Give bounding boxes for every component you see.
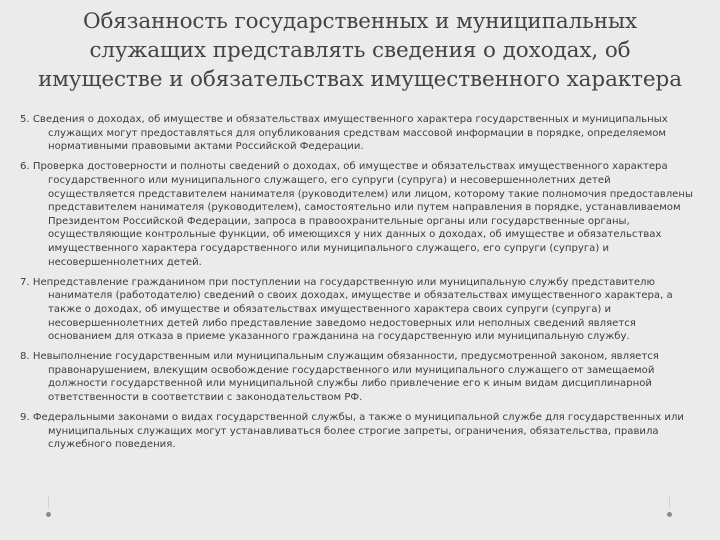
list-item-text: Федеральными законами о видах государственной службы, а также о муниципальной службе для государственных или муниципальных служащих могут устанавливаться более строгие запреты, ограничения, обязательства, правила служебного поведения. <box>32 412 684 451</box>
decorative-rule-left <box>48 496 49 508</box>
list-item-number: 6. <box>20 161 30 173</box>
list-item-6 <box>20 160 700 269</box>
list-item-9 <box>20 411 700 452</box>
list-item-number: 9. <box>20 412 30 424</box>
list-item-5 <box>20 113 700 154</box>
list-item-7 <box>20 276 700 344</box>
numbered-list <box>20 113 700 459</box>
list-item-number: 8. <box>20 351 30 363</box>
list-item-text: Невыполнение государственным или муниципальным служащим обязанности, предусмотренной законом, является правонарушением, влекущим освобождение государственного или муниципального служащего от замещаемой должности государственной или муниципальной службы либо привлечение его к иным видам дисциплинарной ответственности в соответствии с законодательством РФ. <box>32 351 659 404</box>
list-item-number: 5. <box>20 114 30 125</box>
decorative-dot-left-icon <box>46 512 51 517</box>
decorative-dot-right-icon <box>667 512 672 517</box>
slide-title: Обязанность государственных и муниципальных служащих представлять сведения о доходах, об имуществе и обязательствах имущественного характера <box>38 9 682 92</box>
list-item-text: Проверка достоверности и полноты сведений о доходах, об имуществе и обязательствах имущественного характера государственного или муниципального служащего, его супруги (супруга) и несовершеннолетних детей осуществляется представителем нанимателя (руководителем) или лицом, которому такие полномочия предоставлены представителем нанимателя (руководителем), самостоятельно или путем направления в порядке, устанавливаемом Президентом Российской Федерации, запроса в правоохранительные органы или государственные органы, осуществляющие контрольные функции, об имеющихся у них данных о доходах, об имуществе и обязательствах имущественного характера государственного или муниципального служащего, его супруги (супруга) и несовершеннолетних детей. <box>32 161 693 268</box>
list-item-8 <box>20 350 700 404</box>
list-item-text: Сведения о доходах, об имуществе и обязательствах имущественного характера государственных и муниципальных служащих могут предоставляться для опубликования средствам массовой информации в порядке, определяемом нормативными правовыми актами Российской Федерации. <box>32 114 668 153</box>
list-item-text: Непредставление гражданином при поступлении на государственную или муниципальную службу представителю нанимателя (работодателю) сведений о своих доходах, имуществе и обязательствах имущественного характера, а также о доходах, об имуществе и обязательствах имущественного характера своих супруги (супруга) и несовершеннолетних детей либо представление заведомо недостоверных или неполных сведений является основанием для отказа в приеме указанного гражданина на государственную или муниципальную службу. <box>32 276 673 343</box>
list-item-number: 7. <box>20 276 30 288</box>
decorative-rule-right <box>669 496 670 508</box>
